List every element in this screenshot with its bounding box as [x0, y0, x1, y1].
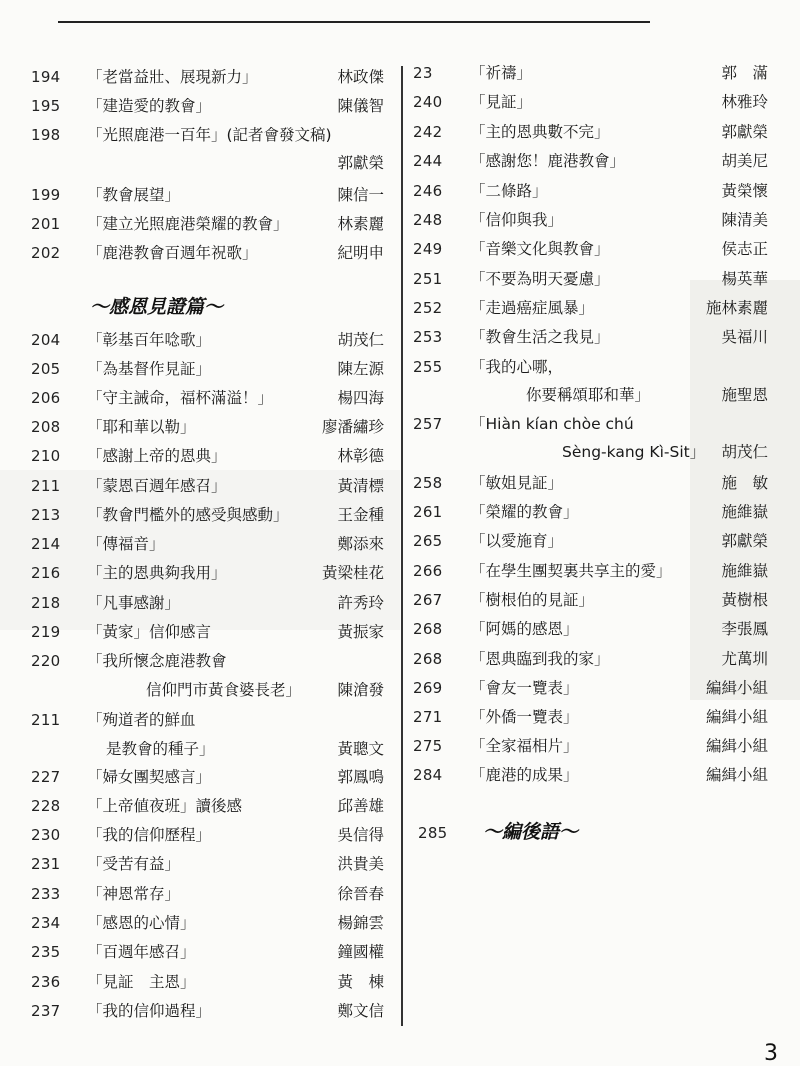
entry-author: 李張鳳 [721, 620, 768, 638]
page-ref: 202 [31, 244, 61, 262]
entry-author: 施聖恩 [721, 386, 768, 404]
entry-title: 「見証」 [470, 93, 533, 111]
entry-author: 郭獻榮 [721, 123, 768, 141]
page-ref: 199 [31, 186, 61, 204]
entry-author: 洪貴美 [337, 855, 384, 873]
entry-title: 「感恩的心情」 [87, 914, 196, 932]
entry-title: 「外僑一覽表」 [470, 708, 579, 726]
entry-title: 「蒙恩百週年感召」 [87, 477, 227, 495]
entry-author: 鐘國權 [337, 943, 384, 961]
entry-author: 林彰德 [337, 447, 384, 465]
entry-author: 黃樹根 [721, 591, 768, 609]
entry-title: 「不要為明天憂慮」 [470, 270, 610, 288]
toc-entry[interactable] [0, 646, 800, 672]
entry-author: 陳儀智 [337, 97, 384, 115]
page-ref: 234 [31, 914, 61, 932]
toc-entry[interactable] [0, 820, 800, 846]
toc-entry[interactable] [0, 411, 800, 467]
page-ref: 265 [413, 532, 443, 550]
page-ref: 233 [31, 885, 61, 903]
toc-entry[interactable] [0, 969, 800, 995]
page-ref: 242 [413, 123, 443, 141]
entry-title: 「會友一覽表」 [470, 679, 579, 697]
entry-author: 施維嶽 [721, 503, 768, 521]
entry-title: 「建立光照鹿港榮耀的教會」 [87, 215, 289, 233]
entry-title: 「敏姐見証」 [470, 474, 564, 492]
entry-author: 黃榮懷 [721, 182, 768, 200]
toc-entry[interactable] [0, 851, 800, 877]
page-ref: 23 [413, 64, 433, 82]
page-ref: 218 [31, 594, 61, 612]
entry-author: 徐晉春 [337, 885, 384, 903]
entry-author: 胡茂仁 [721, 443, 768, 461]
toc-entry[interactable] [0, 762, 800, 788]
page-ref: 257 [413, 415, 443, 433]
entry-title: 「守主誡命，福杯滿溢！」 [87, 389, 274, 407]
page-ref: 236 [31, 973, 61, 991]
toc-entry[interactable] [0, 939, 800, 965]
page-ref: 261 [413, 503, 443, 521]
toc-entry[interactable] [0, 881, 800, 907]
toc-entry[interactable] [0, 528, 800, 554]
entry-author: 陳清美 [721, 211, 768, 229]
entry-title: 「神恩常存」 [87, 885, 181, 903]
page-number: 3 [764, 1041, 778, 1066]
entry-author: 楊四海 [337, 389, 384, 407]
entry-author: 陳滄發 [337, 681, 384, 699]
page-ref: 268 [413, 620, 443, 638]
toc-entry[interactable] [0, 616, 800, 642]
entry-author: 王金種 [337, 506, 384, 524]
page-ref: 258 [413, 474, 443, 492]
page-ref: 251 [413, 270, 443, 288]
entry-author: 郭獻榮 [337, 154, 384, 172]
page-ref: 271 [413, 708, 443, 726]
entry-author: 胡茂仁 [337, 331, 384, 349]
entry-title: 「教會門檻外的感受與感動」 [87, 506, 289, 524]
entry-title: 「二條路」 [470, 182, 548, 200]
entry-author: 紀明申 [337, 244, 384, 262]
page-ref: 198 [31, 126, 61, 144]
page-ref: 246 [413, 182, 443, 200]
entry-author: 楊英華 [721, 270, 768, 288]
page-ref: 240 [413, 93, 443, 111]
entry-title: 「我的心哪， [470, 358, 564, 376]
entry-title: 「傳福音」 [87, 535, 165, 553]
page-ref: 237 [31, 1002, 61, 1020]
entry-author: 廖潘繡珍 [321, 418, 384, 436]
toc-entry[interactable] [0, 998, 800, 1024]
entry-author: 黃清標 [337, 477, 384, 495]
toc-entry[interactable] [0, 295, 800, 321]
entry-title: 「教會生活之我見」 [470, 328, 610, 346]
page-ref: 248 [413, 211, 443, 229]
entry-author: 郭鳳鳴 [337, 768, 384, 786]
page-ref: 253 [413, 328, 443, 346]
entry-title: 「黃家」信仰感言 [87, 623, 212, 641]
entry-author: 鄭文信 [337, 1002, 384, 1020]
page-ref: 211 [31, 711, 61, 729]
entry-title: 「鹿港教會百週年祝歌」 [87, 244, 258, 262]
entry-title: 「受苦有益」 [87, 855, 181, 873]
entry-title: 「我所懷念鹿港教會 [87, 652, 227, 670]
entry-author: 施林素麗 [705, 299, 768, 317]
entry-author: 施維嶽 [721, 562, 768, 580]
entry-author: 陳信一 [337, 186, 384, 204]
page-ref: 275 [413, 737, 443, 755]
page-ref: 244 [413, 152, 443, 170]
entry-author: 陳左源 [337, 360, 384, 378]
page-ref: 216 [31, 564, 61, 582]
entry-title: 「婦女團契感言」 [87, 768, 212, 786]
toc-entry[interactable] [0, 558, 800, 584]
entry-author: 黃振家 [337, 623, 384, 641]
entry-title: 「建造愛的教會」 [87, 97, 212, 115]
page-ref: 255 [413, 358, 443, 376]
entry-author: 黃 棟 [337, 973, 384, 991]
page-ref: 201 [31, 215, 61, 233]
toc-entry[interactable] [0, 354, 800, 410]
page-ref: 235 [31, 943, 61, 961]
page-ref: 211 [31, 477, 61, 495]
entry-author: 邱善雄 [337, 797, 384, 815]
entry-author: 黃聰文 [337, 740, 384, 758]
page-ref: 210 [31, 447, 61, 465]
entry-author: 編緝小組 [705, 737, 768, 755]
page-ref: 214 [31, 535, 61, 553]
entry-author: 編緝小組 [705, 708, 768, 726]
entry-title: 「感謝您！鹿港教會」 [470, 152, 626, 170]
toc-entry[interactable] [0, 60, 800, 86]
entry-author: 施 敏 [721, 474, 768, 492]
entry-title: 「走過癌症風暴」 [470, 299, 595, 317]
section-title: ～感恩見證篇～ [90, 296, 224, 318]
page-ref: 205 [31, 360, 61, 378]
toc-entry[interactable] [0, 324, 800, 350]
toc-entry[interactable] [0, 793, 800, 819]
toc-entry[interactable] [0, 207, 800, 233]
toc-entry[interactable] [0, 148, 800, 174]
entry-author: 黃梁桂花 [321, 564, 384, 582]
page-ref: 228 [31, 797, 61, 815]
toc-entry[interactable] [0, 910, 800, 936]
entry-author: 郭 滿 [721, 64, 768, 82]
entry-title: 「教會展望」 [87, 186, 181, 204]
entry-author: 林雅玲 [721, 93, 768, 111]
entry-author: 林政傑 [337, 68, 384, 86]
entry-title: 「百週年感召」 [87, 943, 196, 961]
entry-author: 吳信得 [337, 826, 384, 844]
entry-author: 吳福川 [721, 328, 768, 346]
entry-title: 「我的信仰歷程」 [87, 826, 212, 844]
top-rule [58, 21, 650, 23]
entry-title-cont: Sèng-kang Kì-Sit」 [562, 443, 706, 461]
page-ref: 220 [31, 652, 61, 670]
entry-author: 郭獻榮 [721, 532, 768, 550]
toc-entry[interactable] [0, 236, 800, 262]
page-ref: 230 [31, 826, 61, 844]
page-ref: 208 [31, 418, 61, 436]
toc-entry[interactable] [0, 675, 800, 701]
entry-title: 「感謝上帝的恩典」 [87, 447, 227, 465]
entry-title-cont: 你要稱頌耶和華」 [526, 386, 651, 404]
toc-entry[interactable] [0, 178, 800, 204]
entry-title: 「信仰與我」 [470, 211, 564, 229]
page-ref: 249 [413, 240, 443, 258]
page-ref: 231 [31, 855, 61, 873]
entry-author: 尤萬圳 [721, 650, 768, 668]
page-ref: 284 [413, 766, 443, 784]
entry-title: 「殉道者的鮮血 [87, 711, 196, 729]
entry-title: 「凡事感謝」 [87, 594, 181, 612]
entry-title: 「鹿港的成果」 [470, 766, 579, 784]
entry-title: 「全家福相片」 [470, 737, 579, 755]
entry-title-cont: 是教會的種子」 [106, 740, 215, 758]
page-ref: 267 [413, 591, 443, 609]
toc-entry[interactable] [0, 119, 800, 145]
page-ref: 266 [413, 562, 443, 580]
entry-title: 「Hiàn kían chòe chú [470, 415, 634, 433]
entry-title: 「在學生團契裏共享主的愛」 [470, 562, 672, 580]
entry-author: 侯志正 [721, 240, 768, 258]
entry-title: 「以愛施育」 [470, 532, 564, 550]
entry-title: 「祈禱」 [470, 64, 533, 82]
entry-title: 「老當益壯、展現新力」 [87, 68, 258, 86]
toc-entry[interactable] [0, 499, 800, 525]
toc-entry[interactable] [0, 470, 800, 496]
toc-entry[interactable] [0, 587, 800, 613]
entry-author: 鄭添來 [337, 535, 384, 553]
page-ref: 252 [413, 299, 443, 317]
toc-entry[interactable] [0, 704, 800, 730]
entry-title: 「光照鹿港一百年」(記者會發文稿) [87, 126, 332, 144]
entry-title: 「主的恩典夠我用」 [87, 564, 227, 582]
entry-title: 「彰基百年唸歌」 [87, 331, 212, 349]
entry-title: 「榮耀的教會」 [470, 503, 579, 521]
entry-title: 「為基督作見証」 [87, 360, 212, 378]
page-ref: 219 [31, 623, 61, 641]
entry-title: 「見証 主恩」 [87, 973, 196, 991]
entry-title: 「恩典臨到我的家」 [470, 650, 610, 668]
page-ref: 194 [31, 68, 61, 86]
page-ref: 285 [418, 824, 448, 842]
toc-entry[interactable] [0, 733, 800, 759]
entry-title: 「樹根伯的見証」 [470, 591, 595, 609]
page-ref: 204 [31, 331, 61, 349]
entry-author: 編緝小組 [705, 766, 768, 784]
entry-title: 「阿媽的感恩」 [470, 620, 579, 638]
page-ref: 227 [31, 768, 61, 786]
page-ref: 213 [31, 506, 61, 524]
entry-title: 「耶和華以勒」 [87, 418, 196, 436]
toc-entry[interactable] [0, 89, 800, 115]
entry-author: 林素麗 [337, 215, 384, 233]
toc-entry[interactable] [0, 266, 800, 292]
entry-title: 「主的恩典數不完」 [470, 123, 610, 141]
entry-author: 許秀玲 [337, 594, 384, 612]
entry-title: 「上帝値夜班」讀後感 [87, 797, 243, 815]
entry-title: 「我的信仰過程」 [87, 1002, 212, 1020]
entry-author: 編緝小組 [705, 679, 768, 697]
entry-author: 楊錦雲 [337, 914, 384, 932]
page-ref: 195 [31, 97, 61, 115]
page-ref: 269 [413, 679, 443, 697]
page-ref: 268 [413, 650, 443, 668]
entry-title: 「音樂文化與教會」 [470, 240, 610, 258]
page-ref: 206 [31, 389, 61, 407]
entry-author: 胡美尼 [721, 152, 768, 170]
entry-title-cont: 信仰門市黃食婆長老」 [146, 681, 302, 699]
section-title: ～編後語～ [483, 821, 579, 843]
